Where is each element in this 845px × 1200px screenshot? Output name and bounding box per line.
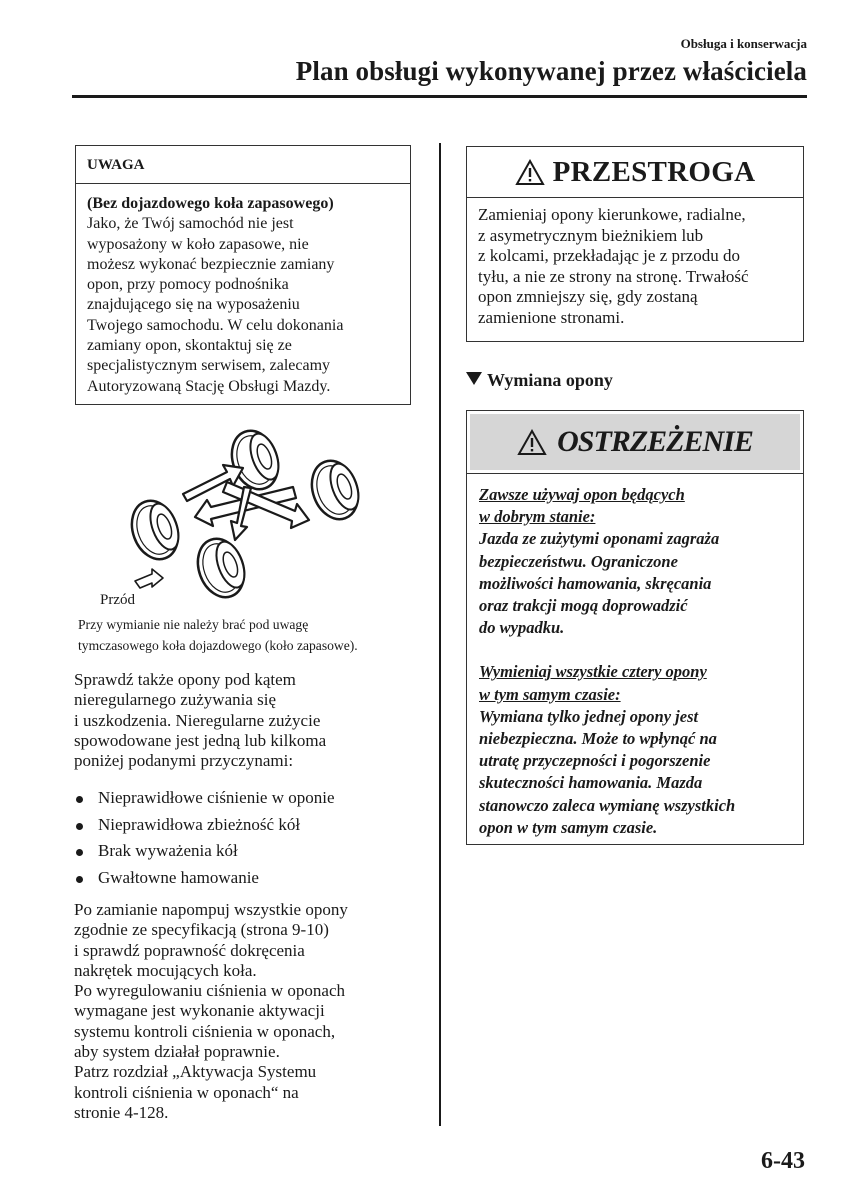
caption-line: tymczasowego koła dojazdowego (koło zapasowe).: [78, 638, 358, 653]
note-body: [76, 184, 410, 397]
note-line: Twojego samochodu. W celu dokonania: [87, 316, 344, 334]
note-box: [75, 145, 411, 405]
text-line: aby system działał poprawnie.: [74, 1042, 280, 1062]
note-line: wyposażony w koło zapasowe, nie: [87, 235, 309, 253]
caution-line: zamienione stronami.: [478, 307, 625, 327]
note-line: opon, przy pomocy podnośnika: [87, 276, 289, 294]
warning-triangle-icon: [517, 429, 547, 456]
list-item: [74, 868, 414, 895]
warning-line: bezpieczeństwu. Ograniczone: [479, 551, 678, 571]
text-line: kontroli ciśnienia w oponach“ na: [74, 1082, 299, 1102]
page-title: Plan obsługi wykonywanej przez właściciela: [295, 56, 807, 86]
warning-line: utratę przyczepności i pogorszenie: [479, 751, 711, 771]
text-line: Po zamianie napompuj wszystkie opony: [74, 900, 348, 919]
note-line: zamiany opon, skontaktuj się ze: [87, 337, 292, 355]
warning-body: [479, 484, 735, 839]
list-item: [74, 815, 414, 842]
caution-box: [466, 146, 804, 342]
note-heading: UWAGA: [76, 146, 410, 184]
caution-line: z kolcami, przekładając je z przodu do: [478, 246, 740, 266]
warning-line: możliwości hamowania, skręcania: [479, 573, 712, 593]
list-item-text: Nieprawidłowa zbieżność kół: [98, 814, 301, 834]
warning-line: stanowczo zaleca wymianę wszystkich: [479, 795, 736, 815]
text-line: i uszkodzenia. Nieregularne zużycie: [74, 710, 321, 730]
note-subheading: (Bez dojazdowego koła zapasowego): [87, 195, 334, 212]
caution-line: opon zmniejszy się, gdy zostaną: [478, 287, 698, 307]
list-item-text: Gwałtowne hamowanie: [98, 867, 259, 887]
caution-heading: [467, 147, 803, 198]
list-item-text: Nieprawidłowe ciśnienie w oponie: [98, 788, 335, 807]
section-triangle-icon: [466, 372, 482, 385]
front-arrow-icon: [135, 569, 163, 588]
text-line: i sprawdź poprawność dokręcenia: [74, 940, 305, 960]
caution-line: z asymetrycznym bieżnikiem lub: [478, 225, 704, 245]
text-line: Sprawdź także opony pod kątem: [74, 670, 296, 689]
note-line: specjalistycznym serwisem, zalecamy: [87, 357, 331, 375]
note-line: możesz wykonać bezpiecznie zamiany: [87, 255, 335, 273]
front-label: Przód: [100, 592, 135, 608]
column-divider: [439, 143, 441, 1126]
figure-caption: [78, 614, 358, 656]
text-line: stronie 4-128.: [74, 1102, 169, 1122]
caution-line: tyłu, a nie ze strony na stronę. Trwałość: [478, 266, 749, 286]
tire-icon: [124, 494, 186, 565]
list-item: [74, 841, 414, 868]
warning-line: oraz trakcji mogą doprowadzić: [479, 596, 688, 616]
caution-body: [467, 198, 803, 329]
warning-title-line: Wymieniaj wszystkie cztery opony: [479, 662, 707, 682]
text-line: nieregularnego zużywania się: [74, 690, 277, 710]
caution-line: Zamieniaj opony kierunkowe, radialne,: [478, 205, 746, 224]
text-line: spowodowane jest jedną lub kilkoma: [74, 730, 327, 750]
warning-box: [466, 410, 804, 845]
section-subheading: [466, 370, 613, 391]
text-line: systemu kontroli ciśnienia w oponach,: [74, 1021, 336, 1041]
bullet-dot-icon: [76, 823, 83, 830]
header-rule: [72, 95, 807, 98]
section-subheading-text: Wymiana opony: [487, 370, 613, 390]
text-line: nakrętek mocujących koła.: [74, 960, 257, 980]
warning-triangle-icon: [515, 159, 545, 186]
warning-line: niebezpieczna. Może to wpłynąć na: [479, 729, 717, 749]
text-line: Patrz rozdział „Aktywacja Systemu: [74, 1062, 317, 1082]
warning-title-line: w tym samym czasie:: [479, 684, 621, 704]
list-item-text: Brak wyważenia kół: [98, 841, 238, 860]
note-line: Autoryzowaną Stację Obsługi Mazdy.: [87, 377, 331, 395]
text-line: Po wyregulowaniu ciśnienia w oponach: [74, 981, 345, 1001]
tire-rotation-illustration: [95, 420, 395, 610]
tire-icon: [304, 454, 366, 525]
bullet-dot-icon: [76, 849, 83, 856]
bullet-dot-icon: [76, 796, 83, 803]
warning-title-line: Zawsze używaj opon będących: [479, 485, 685, 504]
caution-heading-text: PRZESTROGA: [552, 155, 756, 188]
warning-title-line: w dobrym stanie:: [479, 507, 596, 527]
warning-heading-text: OSTRZEŻENIE: [557, 425, 753, 458]
warning-line: Wymiana tylko jednej opony jest: [479, 706, 699, 726]
paragraph-inspection: [74, 670, 326, 771]
causes-list: [74, 788, 414, 894]
warning-heading: [470, 414, 800, 470]
warning-line: opon w tym samym czasie.: [479, 817, 658, 837]
text-line: poniżej podanymi przyczynami:: [74, 751, 294, 771]
note-line: znajdującego się na wyposażeniu: [87, 296, 300, 314]
section-label: Obsługa i konserwacja: [680, 36, 807, 51]
page-number: 6-43: [761, 1148, 805, 1174]
text-line: wymagane jest wykonanie aktywacji: [74, 1001, 325, 1021]
list-item: [74, 788, 414, 815]
caption-line: Przy wymianie nie należy brać pod uwagę: [78, 617, 309, 632]
warning-line: skuteczności hamowania. Mazda: [479, 773, 703, 793]
note-line: Jako, że Twój samochód nie jest: [87, 215, 294, 233]
text-line: zgodnie ze specyfikacją (strona 9-10): [74, 920, 329, 940]
tire-icon: [190, 532, 252, 603]
bullet-dot-icon: [76, 876, 83, 883]
warning-line: do wypadku.: [479, 618, 565, 638]
warning-line: Jazda ze zużytymi oponami zagraża: [479, 529, 720, 549]
paragraph-after-rotation: [74, 900, 348, 1123]
warning-separator: [467, 473, 803, 474]
